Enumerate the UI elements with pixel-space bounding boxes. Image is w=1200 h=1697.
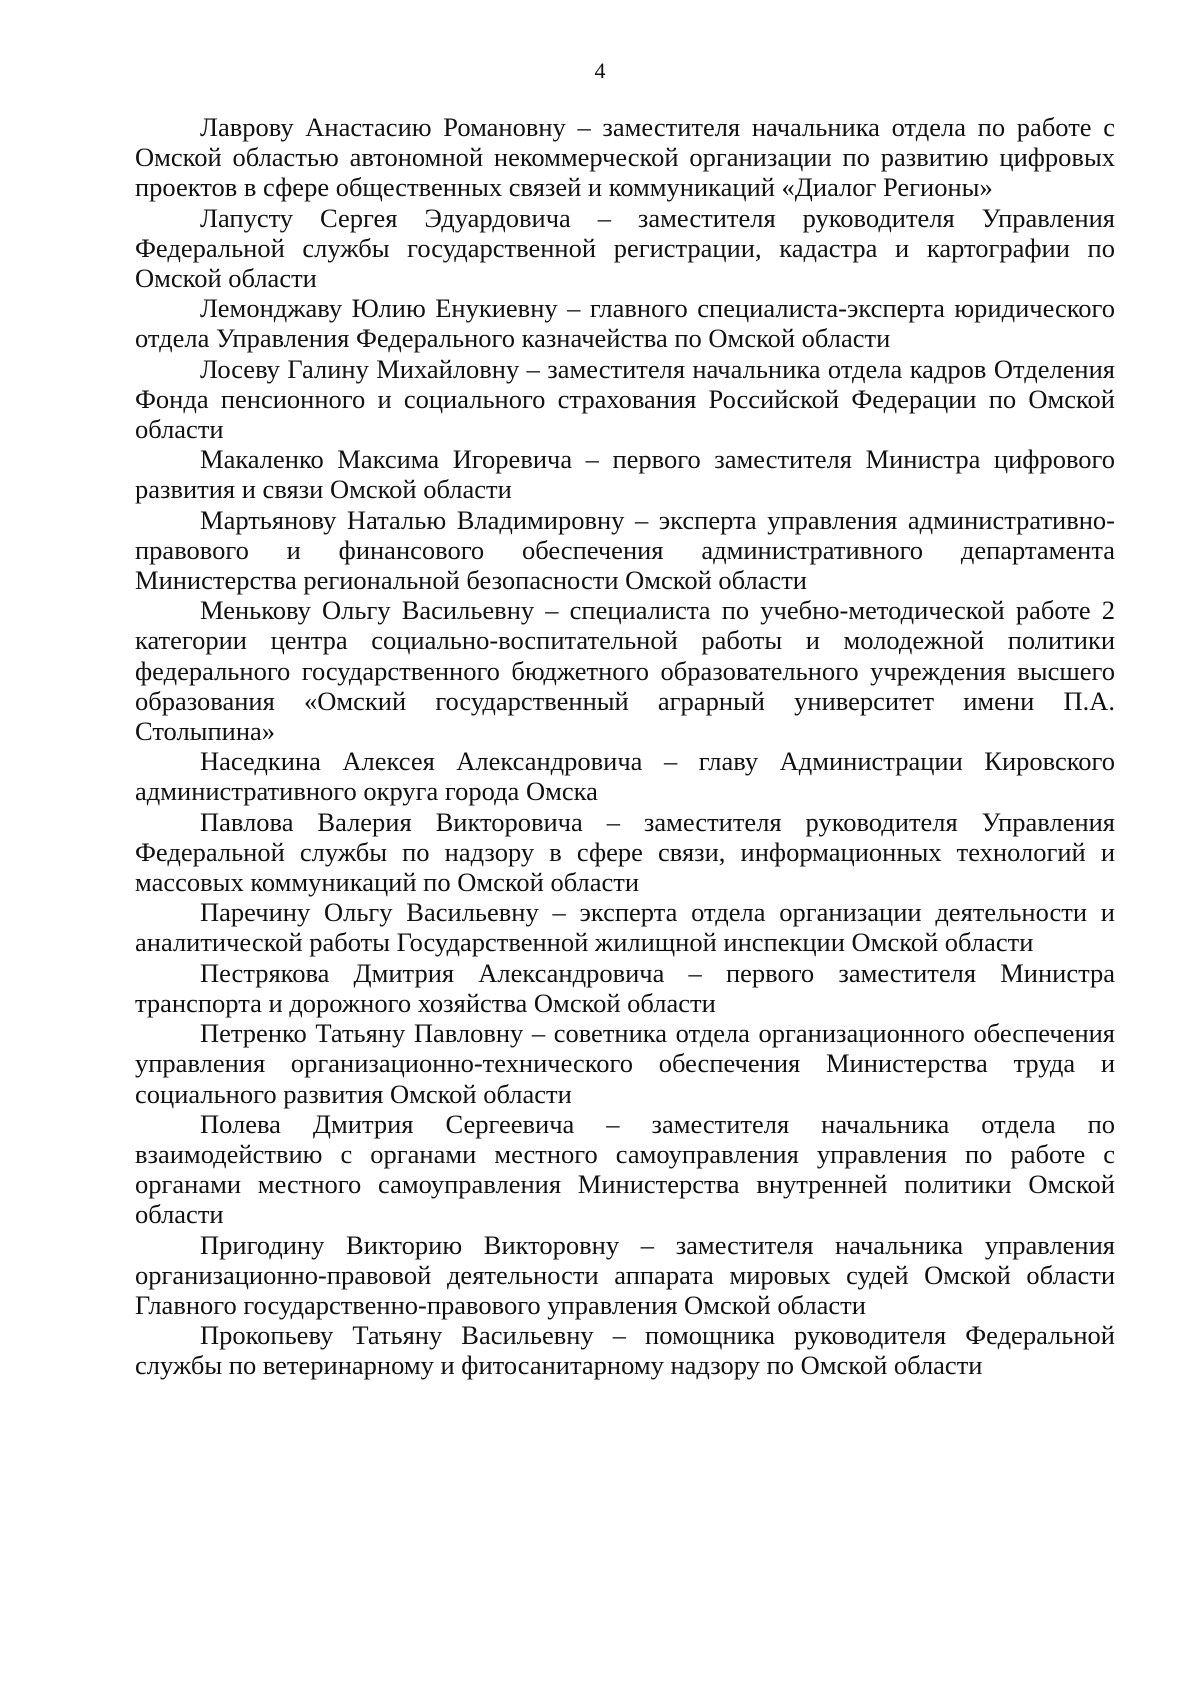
list-item: Мартьянову Наталью Владимировну – эксперта управления административно-правового и финансового обеспечения административного департамента Министерства региональной безопасности Омской области [135,504,1115,596]
list-item: Паречину Ольгу Васильевну – эксперта отдела организации деятельности и аналитической работы Государственной жилищной инспекции Омской области [135,897,1115,958]
list-item: Лемонджаву Юлию Енукиевну – главного специалиста-эксперта юридического отдела Управления Федерального казначейства по Омской области [135,293,1115,354]
list-item: Менькову Ольгу Васильевну – специалиста по учебно-методической работе 2 категории центра социально-воспитательной работы и молодежной политики федерального государственного бюджетного образовательного учреждения высшего образования «Омский государственный аграрный университет имени П.А. Столыпина» [135,595,1115,747]
list-item: Полева Дмитрия Сергеевича – заместителя начальника отдела по взаимодействию с органами местного самоуправления управления по работе с органами местного самоуправления Министерства внутренней политики Омской области [135,1108,1115,1230]
document-body [135,112,1115,1381]
page-number: 4 [594,58,606,83]
list-item: Макаленко Максима Игоревича – первого заместителя Министра цифрового развития и связи Омской области [135,444,1115,505]
list-item: Наседкина Алексея Александровича – главу Администрации Кировского административного округа города Омска [135,746,1115,807]
list-item: Пригодину Викторию Викторовну – заместителя начальника управления организационно-правовой деятельности аппарата мировых судей Омской области Главного государственно-правового управления Омской области [135,1229,1115,1320]
list-item: Павлова Валерия Викторовича – заместителя руководителя Управления Федеральной службы по надзору в сфере связи, информационных технологий и массовых коммуникаций по Омской области [135,806,1115,898]
list-item: Лапусту Сергея Эдуардовича – заместителя руководителя Управления Федеральной службы государственной регистрации, кадастра и картографии по Омской области [135,202,1115,294]
list-item: Лаврову Анастасию Романовну – заместителя начальника отдела по работе с Омской областью автономной некоммерческой организации по развитию цифровых проектов в сфере общественных связей и коммуникаций «Диалог Регионы» [135,112,1115,203]
list-item: Лосеву Галину Михайловну – заместителя начальника отдела кадров Отделения Фонда пенсионного и социального страхования Российской Федерации по Омской области [135,353,1115,445]
list-item: Прокопьеву Татьяну Васильевну – помощника руководителя Федеральной службы по ветеринарному и фитосанитарному надзору по Омской области [135,1320,1115,1381]
list-item: Пестрякова Дмитрия Александровича – первого заместителя Министра транспорта и дорожного хозяйства Омской области [135,957,1115,1018]
list-item: Петренко Татьяну Павловну – советника отдела организационного обеспечения управления организационно-технического обеспечения Министерства труда и социального развития Омской области [135,1018,1115,1109]
